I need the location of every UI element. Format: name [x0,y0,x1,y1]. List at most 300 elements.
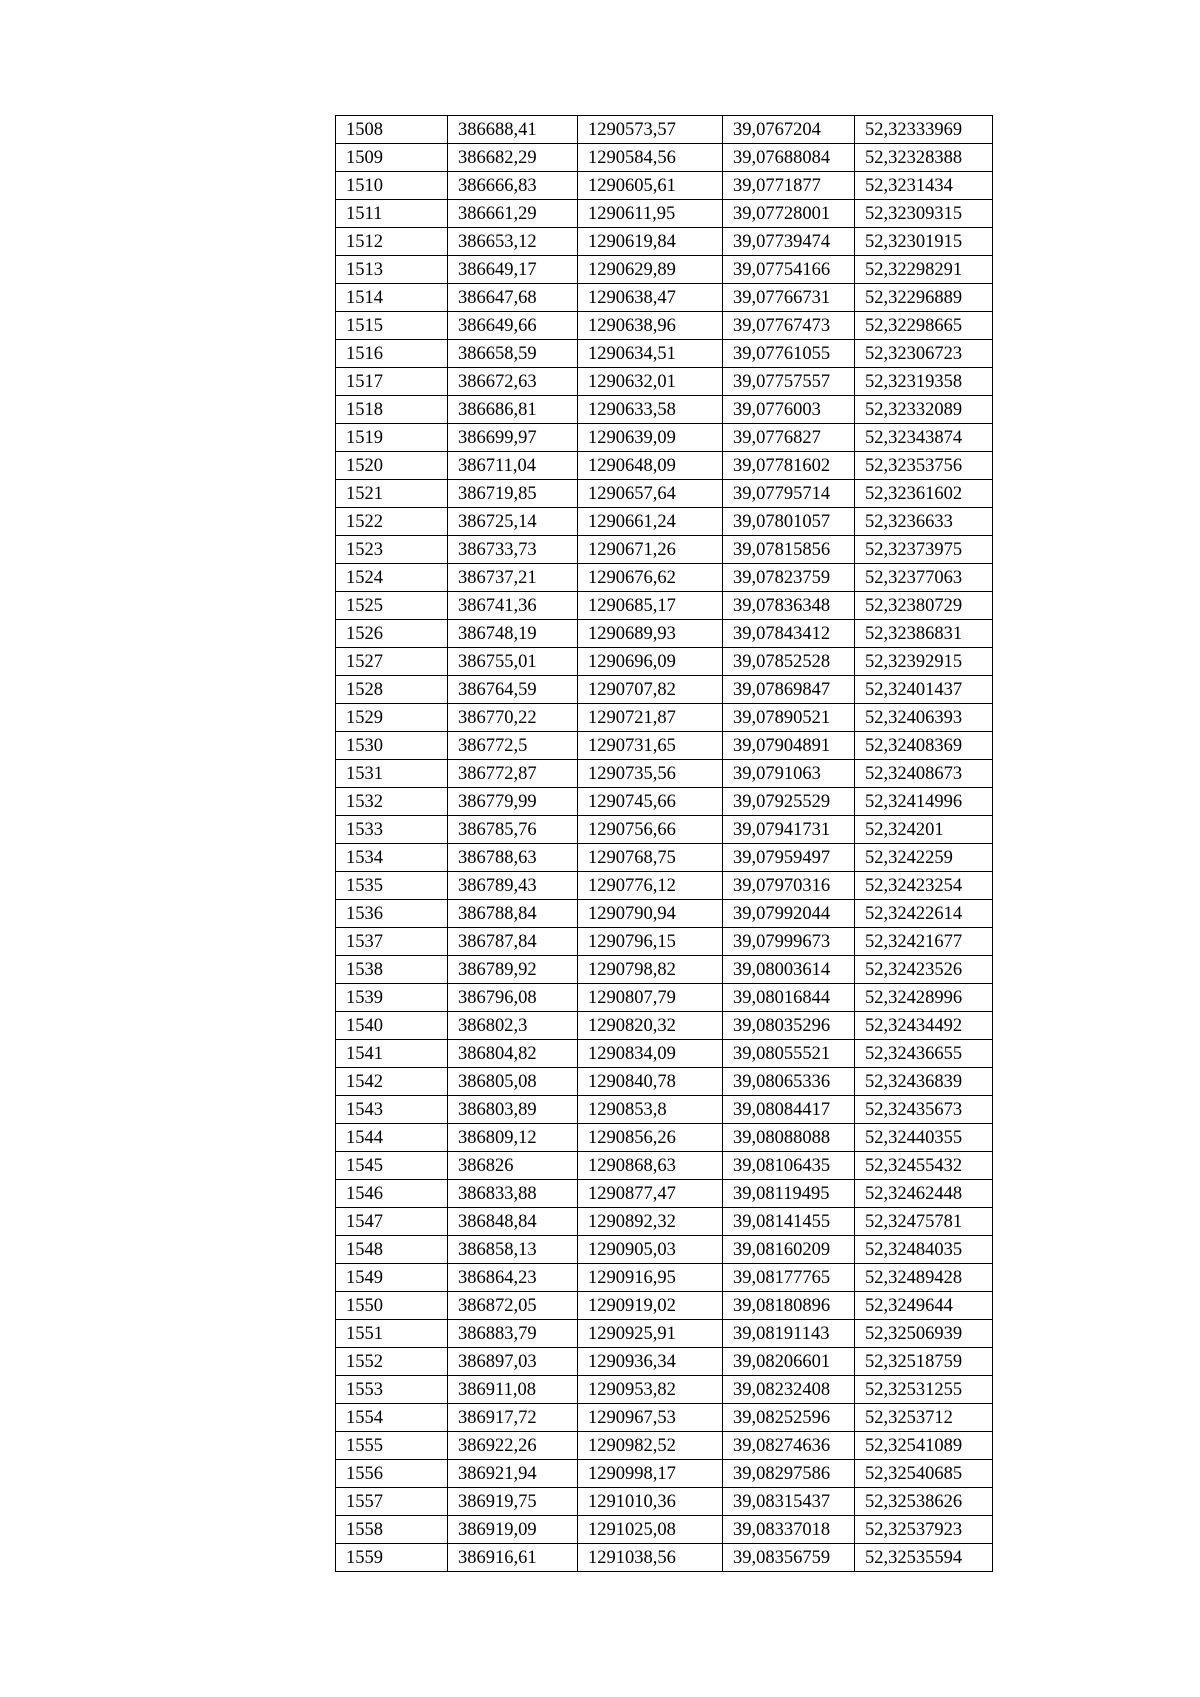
point-number-cell: 1509 [336,144,448,172]
x-coordinate-cell: 386748,19 [448,620,578,648]
longitude-cell: 39,08206601 [723,1348,855,1376]
point-number-cell: 1537 [336,928,448,956]
y-coordinate-cell: 1290916,95 [578,1264,723,1292]
x-coordinate-cell: 386897,03 [448,1348,578,1376]
y-coordinate-cell: 1290671,26 [578,536,723,564]
y-coordinate-cell: 1290790,94 [578,900,723,928]
point-number-cell: 1531 [336,760,448,788]
table-row [336,1124,993,1152]
y-coordinate-cell: 1290856,26 [578,1124,723,1152]
longitude-cell: 39,08084417 [723,1096,855,1124]
latitude-cell: 52,32401437 [855,676,993,704]
y-coordinate-cell: 1290919,02 [578,1292,723,1320]
point-number-cell: 1514 [336,284,448,312]
y-coordinate-cell: 1290807,79 [578,984,723,1012]
longitude-cell: 39,08003614 [723,956,855,984]
longitude-cell: 39,07836348 [723,592,855,620]
longitude-cell: 39,07999673 [723,928,855,956]
y-coordinate-cell: 1290768,75 [578,844,723,872]
y-coordinate-cell: 1290731,65 [578,732,723,760]
table-row [336,424,993,452]
y-coordinate-cell: 1290633,58 [578,396,723,424]
y-coordinate-cell: 1290689,93 [578,620,723,648]
point-number-cell: 1545 [336,1152,448,1180]
longitude-cell: 39,07970316 [723,872,855,900]
point-number-cell: 1511 [336,200,448,228]
table-row [336,284,993,312]
longitude-cell: 39,08180896 [723,1292,855,1320]
latitude-cell: 52,32435673 [855,1096,993,1124]
point-number-cell: 1556 [336,1460,448,1488]
x-coordinate-cell: 386916,61 [448,1544,578,1572]
latitude-cell: 52,32298291 [855,256,993,284]
x-coordinate-cell: 386653,12 [448,228,578,256]
table-row [336,564,993,592]
longitude-cell: 39,07941731 [723,816,855,844]
table-row [336,704,993,732]
x-coordinate-cell: 386658,59 [448,340,578,368]
longitude-cell: 39,0776827 [723,424,855,452]
y-coordinate-cell: 1290776,12 [578,872,723,900]
latitude-cell: 52,32484035 [855,1236,993,1264]
latitude-cell: 52,32333969 [855,116,993,144]
longitude-cell: 39,0771877 [723,172,855,200]
longitude-cell: 39,07761055 [723,340,855,368]
latitude-cell: 52,32319358 [855,368,993,396]
table-row [336,1012,993,1040]
latitude-cell: 52,32428996 [855,984,993,1012]
x-coordinate-cell: 386919,09 [448,1516,578,1544]
y-coordinate-cell: 1290648,09 [578,452,723,480]
latitude-cell: 52,32423526 [855,956,993,984]
point-number-cell: 1559 [336,1544,448,1572]
y-coordinate-cell: 1290638,96 [578,312,723,340]
point-number-cell: 1546 [336,1180,448,1208]
x-coordinate-cell: 386764,59 [448,676,578,704]
table-row [336,1292,993,1320]
y-coordinate-cell: 1290685,17 [578,592,723,620]
point-number-cell: 1533 [336,816,448,844]
latitude-cell: 52,32541089 [855,1432,993,1460]
table-row [336,956,993,984]
table-row [336,1432,993,1460]
x-coordinate-cell: 386809,12 [448,1124,578,1152]
latitude-cell: 52,32296889 [855,284,993,312]
table-row [336,1180,993,1208]
table-row [336,340,993,368]
y-coordinate-cell: 1290967,53 [578,1404,723,1432]
longitude-cell: 39,07959497 [723,844,855,872]
latitude-cell: 52,32489428 [855,1264,993,1292]
longitude-cell: 39,08191143 [723,1320,855,1348]
latitude-cell: 52,32538626 [855,1488,993,1516]
point-number-cell: 1549 [336,1264,448,1292]
latitude-cell: 52,32298665 [855,312,993,340]
longitude-cell: 39,08177765 [723,1264,855,1292]
x-coordinate-cell: 386785,76 [448,816,578,844]
x-coordinate-cell: 386919,75 [448,1488,578,1516]
longitude-cell: 39,07781602 [723,452,855,480]
y-coordinate-cell: 1290925,91 [578,1320,723,1348]
table-row [336,200,993,228]
y-coordinate-cell: 1290619,84 [578,228,723,256]
point-number-cell: 1557 [336,1488,448,1516]
x-coordinate-cell: 386848,84 [448,1208,578,1236]
point-number-cell: 1538 [336,956,448,984]
table-row [336,1096,993,1124]
x-coordinate-cell: 386787,84 [448,928,578,956]
point-number-cell: 1530 [336,732,448,760]
point-number-cell: 1517 [336,368,448,396]
y-coordinate-cell: 1290982,52 [578,1432,723,1460]
table-row [336,732,993,760]
latitude-cell: 52,32309315 [855,200,993,228]
x-coordinate-cell: 386804,82 [448,1040,578,1068]
x-coordinate-cell: 386647,68 [448,284,578,312]
latitude-cell: 52,3249644 [855,1292,993,1320]
longitude-cell: 39,08337018 [723,1516,855,1544]
longitude-cell: 39,08297586 [723,1460,855,1488]
longitude-cell: 39,08055521 [723,1040,855,1068]
y-coordinate-cell: 1291025,08 [578,1516,723,1544]
longitude-cell: 39,07739474 [723,228,855,256]
longitude-cell: 39,07766731 [723,284,855,312]
latitude-cell: 52,3231434 [855,172,993,200]
table-row [336,480,993,508]
table-row [336,928,993,956]
longitude-cell: 39,07843412 [723,620,855,648]
y-coordinate-cell: 1290892,32 [578,1208,723,1236]
x-coordinate-cell: 386755,01 [448,648,578,676]
point-number-cell: 1516 [336,340,448,368]
longitude-cell: 39,08356759 [723,1544,855,1572]
table-row [336,592,993,620]
point-number-cell: 1520 [336,452,448,480]
point-number-cell: 1526 [336,620,448,648]
x-coordinate-cell: 386805,08 [448,1068,578,1096]
table-row [336,312,993,340]
table-row [336,116,993,144]
latitude-cell: 52,32361602 [855,480,993,508]
longitude-cell: 39,08232408 [723,1376,855,1404]
point-number-cell: 1518 [336,396,448,424]
y-coordinate-cell: 1290953,82 [578,1376,723,1404]
table-row [336,228,993,256]
x-coordinate-cell: 386922,26 [448,1432,578,1460]
y-coordinate-cell: 1290611,95 [578,200,723,228]
longitude-cell: 39,07688084 [723,144,855,172]
table-row [336,1544,993,1572]
y-coordinate-cell: 1290638,47 [578,284,723,312]
table-row [336,788,993,816]
y-coordinate-cell: 1290840,78 [578,1068,723,1096]
latitude-cell: 52,32475781 [855,1208,993,1236]
table-row [336,396,993,424]
y-coordinate-cell: 1290707,82 [578,676,723,704]
x-coordinate-cell: 386699,97 [448,424,578,452]
longitude-cell: 39,08119495 [723,1180,855,1208]
y-coordinate-cell: 1290905,03 [578,1236,723,1264]
longitude-cell: 39,07925529 [723,788,855,816]
latitude-cell: 52,32343874 [855,424,993,452]
x-coordinate-cell: 386779,99 [448,788,578,816]
longitude-cell: 39,07767473 [723,312,855,340]
x-coordinate-cell: 386682,29 [448,144,578,172]
latitude-cell: 52,32386831 [855,620,993,648]
y-coordinate-cell: 1291038,56 [578,1544,723,1572]
x-coordinate-cell: 386770,22 [448,704,578,732]
table-row [336,648,993,676]
y-coordinate-cell: 1290584,56 [578,144,723,172]
table-row [336,872,993,900]
x-coordinate-cell: 386772,87 [448,760,578,788]
x-coordinate-cell: 386725,14 [448,508,578,536]
table-row [336,816,993,844]
point-number-cell: 1547 [336,1208,448,1236]
latitude-cell: 52,32423254 [855,872,993,900]
longitude-cell: 39,07754166 [723,256,855,284]
point-number-cell: 1522 [336,508,448,536]
latitude-cell: 52,32373975 [855,536,993,564]
y-coordinate-cell: 1290605,61 [578,172,723,200]
longitude-cell: 39,07815856 [723,536,855,564]
y-coordinate-cell: 1290696,09 [578,648,723,676]
table-row [336,984,993,1012]
table-row [336,1040,993,1068]
y-coordinate-cell: 1290721,87 [578,704,723,732]
y-coordinate-cell: 1290632,01 [578,368,723,396]
coordinates-table [335,115,993,1572]
point-number-cell: 1543 [336,1096,448,1124]
latitude-cell: 52,32328388 [855,144,993,172]
longitude-cell: 39,0791063 [723,760,855,788]
point-number-cell: 1527 [336,648,448,676]
y-coordinate-cell: 1290853,8 [578,1096,723,1124]
longitude-cell: 39,08141455 [723,1208,855,1236]
longitude-cell: 39,07904891 [723,732,855,760]
y-coordinate-cell: 1290634,51 [578,340,723,368]
x-coordinate-cell: 386802,3 [448,1012,578,1040]
point-number-cell: 1534 [336,844,448,872]
point-number-cell: 1525 [336,592,448,620]
longitude-cell: 39,08274636 [723,1432,855,1460]
longitude-cell: 39,0776003 [723,396,855,424]
latitude-cell: 52,32537923 [855,1516,993,1544]
x-coordinate-cell: 386858,13 [448,1236,578,1264]
x-coordinate-cell: 386872,05 [448,1292,578,1320]
x-coordinate-cell: 386864,23 [448,1264,578,1292]
table-row [336,368,993,396]
table-row [336,1152,993,1180]
x-coordinate-cell: 386917,72 [448,1404,578,1432]
y-coordinate-cell: 1290657,64 [578,480,723,508]
longitude-cell: 39,07801057 [723,508,855,536]
x-coordinate-cell: 386796,08 [448,984,578,1012]
latitude-cell: 52,32434492 [855,1012,993,1040]
point-number-cell: 1529 [336,704,448,732]
point-number-cell: 1513 [336,256,448,284]
table-row [336,1348,993,1376]
y-coordinate-cell: 1291010,36 [578,1488,723,1516]
table-row [336,1488,993,1516]
x-coordinate-cell: 386921,94 [448,1460,578,1488]
x-coordinate-cell: 386826 [448,1152,578,1180]
y-coordinate-cell: 1290998,17 [578,1460,723,1488]
point-number-cell: 1532 [336,788,448,816]
y-coordinate-cell: 1290756,66 [578,816,723,844]
x-coordinate-cell: 386661,29 [448,200,578,228]
latitude-cell: 52,32436839 [855,1068,993,1096]
y-coordinate-cell: 1290834,09 [578,1040,723,1068]
point-number-cell: 1541 [336,1040,448,1068]
point-number-cell: 1512 [336,228,448,256]
table-row [336,1376,993,1404]
longitude-cell: 39,08065336 [723,1068,855,1096]
longitude-cell: 39,08160209 [723,1236,855,1264]
latitude-cell: 52,32531255 [855,1376,993,1404]
point-number-cell: 1535 [336,872,448,900]
point-number-cell: 1539 [336,984,448,1012]
x-coordinate-cell: 386688,41 [448,116,578,144]
point-number-cell: 1528 [336,676,448,704]
x-coordinate-cell: 386883,79 [448,1320,578,1348]
point-number-cell: 1540 [336,1012,448,1040]
longitude-cell: 39,08016844 [723,984,855,1012]
point-number-cell: 1519 [336,424,448,452]
y-coordinate-cell: 1290735,56 [578,760,723,788]
table-row [336,1460,993,1488]
table-row [336,676,993,704]
latitude-cell: 52,32436655 [855,1040,993,1068]
x-coordinate-cell: 386803,89 [448,1096,578,1124]
x-coordinate-cell: 386911,08 [448,1376,578,1404]
y-coordinate-cell: 1290868,63 [578,1152,723,1180]
longitude-cell: 39,07869847 [723,676,855,704]
x-coordinate-cell: 386789,92 [448,956,578,984]
table-row [336,508,993,536]
table-row [336,1208,993,1236]
x-coordinate-cell: 386649,66 [448,312,578,340]
latitude-cell: 52,32535594 [855,1544,993,1572]
latitude-cell: 52,32377063 [855,564,993,592]
y-coordinate-cell: 1290877,47 [578,1180,723,1208]
point-number-cell: 1551 [336,1320,448,1348]
x-coordinate-cell: 386649,17 [448,256,578,284]
latitude-cell: 52,32440355 [855,1124,993,1152]
table-row [336,1068,993,1096]
longitude-cell: 39,07728001 [723,200,855,228]
table-row [336,760,993,788]
latitude-cell: 52,3253712 [855,1404,993,1432]
latitude-cell: 52,32462448 [855,1180,993,1208]
y-coordinate-cell: 1290629,89 [578,256,723,284]
point-number-cell: 1555 [336,1432,448,1460]
y-coordinate-cell: 1290796,15 [578,928,723,956]
x-coordinate-cell: 386733,73 [448,536,578,564]
x-coordinate-cell: 386788,84 [448,900,578,928]
table-row [336,1236,993,1264]
y-coordinate-cell: 1290676,62 [578,564,723,592]
latitude-cell: 52,32301915 [855,228,993,256]
latitude-cell: 52,32540685 [855,1460,993,1488]
latitude-cell: 52,32392915 [855,648,993,676]
point-number-cell: 1542 [336,1068,448,1096]
point-number-cell: 1510 [336,172,448,200]
latitude-cell: 52,32408673 [855,760,993,788]
point-number-cell: 1548 [336,1236,448,1264]
latitude-cell: 52,32421677 [855,928,993,956]
point-number-cell: 1558 [336,1516,448,1544]
y-coordinate-cell: 1290936,34 [578,1348,723,1376]
x-coordinate-cell: 386788,63 [448,844,578,872]
table-row [336,536,993,564]
table-row [336,620,993,648]
y-coordinate-cell: 1290573,57 [578,116,723,144]
table-row [336,452,993,480]
longitude-cell: 39,07890521 [723,704,855,732]
y-coordinate-cell: 1290798,82 [578,956,723,984]
latitude-cell: 52,32306723 [855,340,993,368]
table-row [336,144,993,172]
longitude-cell: 39,08035296 [723,1012,855,1040]
table-row [336,844,993,872]
x-coordinate-cell: 386711,04 [448,452,578,480]
x-coordinate-cell: 386719,85 [448,480,578,508]
x-coordinate-cell: 386741,36 [448,592,578,620]
point-number-cell: 1515 [336,312,448,340]
x-coordinate-cell: 386789,43 [448,872,578,900]
table-row [336,1320,993,1348]
latitude-cell: 52,32332089 [855,396,993,424]
latitude-cell: 52,32506939 [855,1320,993,1348]
point-number-cell: 1521 [336,480,448,508]
longitude-cell: 39,07795714 [723,480,855,508]
point-number-cell: 1550 [336,1292,448,1320]
point-number-cell: 1524 [336,564,448,592]
y-coordinate-cell: 1290820,32 [578,1012,723,1040]
y-coordinate-cell: 1290661,24 [578,508,723,536]
longitude-cell: 39,08315437 [723,1488,855,1516]
x-coordinate-cell: 386833,88 [448,1180,578,1208]
x-coordinate-cell: 386666,83 [448,172,578,200]
latitude-cell: 52,3242259 [855,844,993,872]
latitude-cell: 52,32406393 [855,704,993,732]
longitude-cell: 39,07992044 [723,900,855,928]
longitude-cell: 39,07757557 [723,368,855,396]
longitude-cell: 39,07852528 [723,648,855,676]
y-coordinate-cell: 1290745,66 [578,788,723,816]
point-number-cell: 1523 [336,536,448,564]
table-row [336,900,993,928]
point-number-cell: 1554 [336,1404,448,1432]
latitude-cell: 52,32414996 [855,788,993,816]
longitude-cell: 39,07823759 [723,564,855,592]
y-coordinate-cell: 1290639,09 [578,424,723,452]
point-number-cell: 1508 [336,116,448,144]
table-row [336,1516,993,1544]
x-coordinate-cell: 386772,5 [448,732,578,760]
latitude-cell: 52,32353756 [855,452,993,480]
x-coordinate-cell: 386672,63 [448,368,578,396]
table-row [336,172,993,200]
point-number-cell: 1544 [336,1124,448,1152]
table-row [336,256,993,284]
coordinates-table-body [336,116,993,1572]
longitude-cell: 39,08088088 [723,1124,855,1152]
x-coordinate-cell: 386686,81 [448,396,578,424]
longitude-cell: 39,08106435 [723,1152,855,1180]
x-coordinate-cell: 386737,21 [448,564,578,592]
